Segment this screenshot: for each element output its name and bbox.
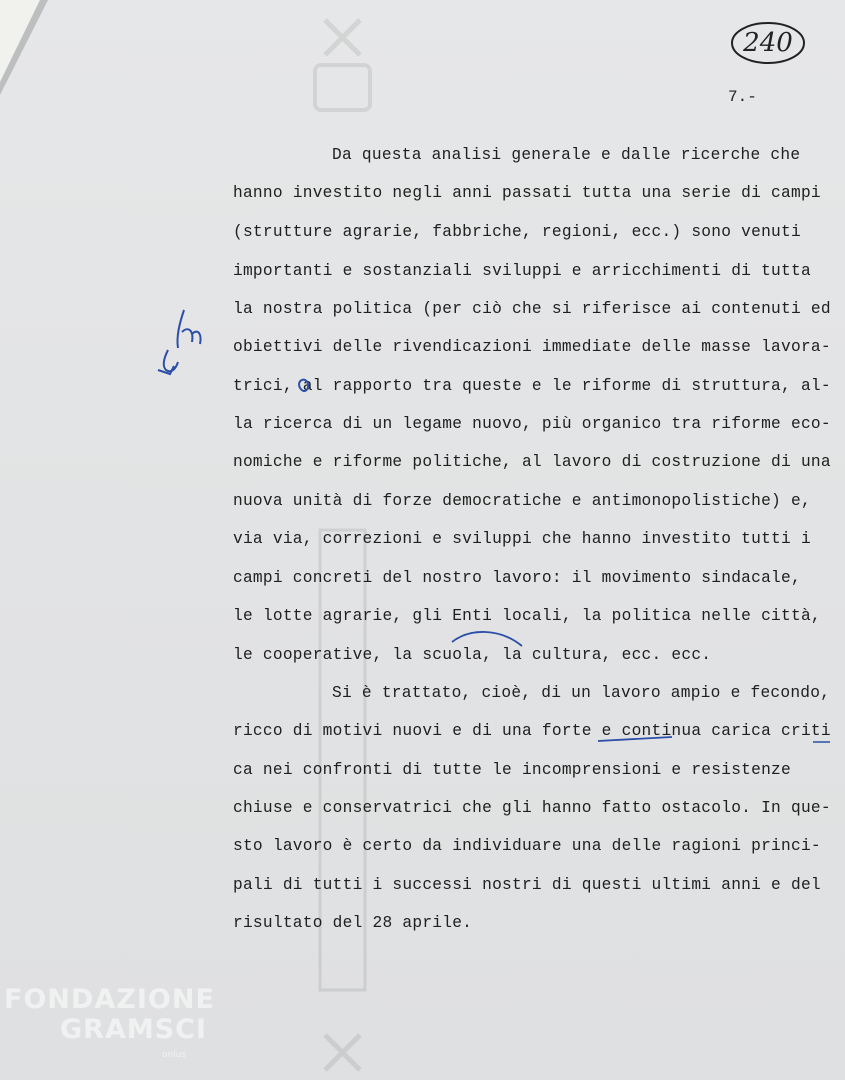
archive-number: 240 bbox=[743, 28, 793, 58]
text-line: le lotte agrarie, gli Enti locali, la politica nelle città, bbox=[233, 607, 821, 625]
logo-text-sub: onlus bbox=[162, 1050, 187, 1060]
text-line: hanno investito negli anni passati tutta una serie di campi bbox=[233, 184, 821, 202]
text-line: importanti e sostanziali sviluppi e arricchimenti di tutta bbox=[233, 262, 811, 280]
text-line: Si è trattato, cioè, di un lavoro ampio e fecondo, bbox=[332, 684, 831, 702]
text-line: ricco di motivi nuovi e di una forte e continua carica criti bbox=[233, 722, 831, 740]
text-line: campi concreti del nostro lavoro: il movimento sindacale, bbox=[233, 569, 801, 587]
text-line: le cooperative, la scuola, la cultura, ecc. ecc. bbox=[233, 646, 712, 664]
text-line: Da questa analisi generale e dalle ricerche che bbox=[332, 146, 801, 164]
page-number: 7.- bbox=[728, 88, 757, 106]
text-line: la nostra politica (per ciò che si riferisce ai contenuti ed bbox=[233, 300, 831, 318]
logo-text-line1: FONDAZIONE bbox=[4, 984, 215, 1015]
text-line: sto lavoro è certo da individuare una delle ragioni princi- bbox=[233, 837, 821, 855]
handwritten-margin-note bbox=[154, 308, 204, 380]
text-line: chiuse e conservatrici che gli hanno fatto ostacolo. In que- bbox=[233, 799, 831, 817]
text-line: nomiche e riforme politiche, al lavoro di costruzione di una bbox=[233, 453, 831, 471]
text-line: (strutture agrarie, fabbriche, regioni, ecc.) sono venuti bbox=[233, 223, 801, 241]
archive-number-circle bbox=[730, 20, 806, 66]
text-line: via via, correzioni e sviluppi che hanno investito tutti i bbox=[233, 530, 811, 548]
fondazione-gramsci-logo bbox=[2, 984, 215, 1074]
text-line: ca nei confronti di tutte le incomprensioni e resistenze bbox=[233, 761, 791, 779]
text-line: la ricerca di un legame nuovo, più organico tra riforme eco- bbox=[233, 415, 831, 433]
text-line: nuova unità di forze democratiche e antimonopolistiche) e, bbox=[233, 492, 811, 510]
text-line: obiettivi delle rivendicazioni immediate delle masse lavora- bbox=[233, 338, 831, 356]
text-line: trici, al rapporto tra queste e le riforme di struttura, al- bbox=[233, 377, 831, 395]
text-line: pali di tutti i successi nostri di questi ultimi anni e del bbox=[233, 876, 821, 894]
folded-corner-flap bbox=[0, 0, 40, 82]
logo-text-line2: GRAMSCI bbox=[60, 1014, 208, 1045]
text-line: risultato del 28 aprile. bbox=[233, 914, 473, 932]
